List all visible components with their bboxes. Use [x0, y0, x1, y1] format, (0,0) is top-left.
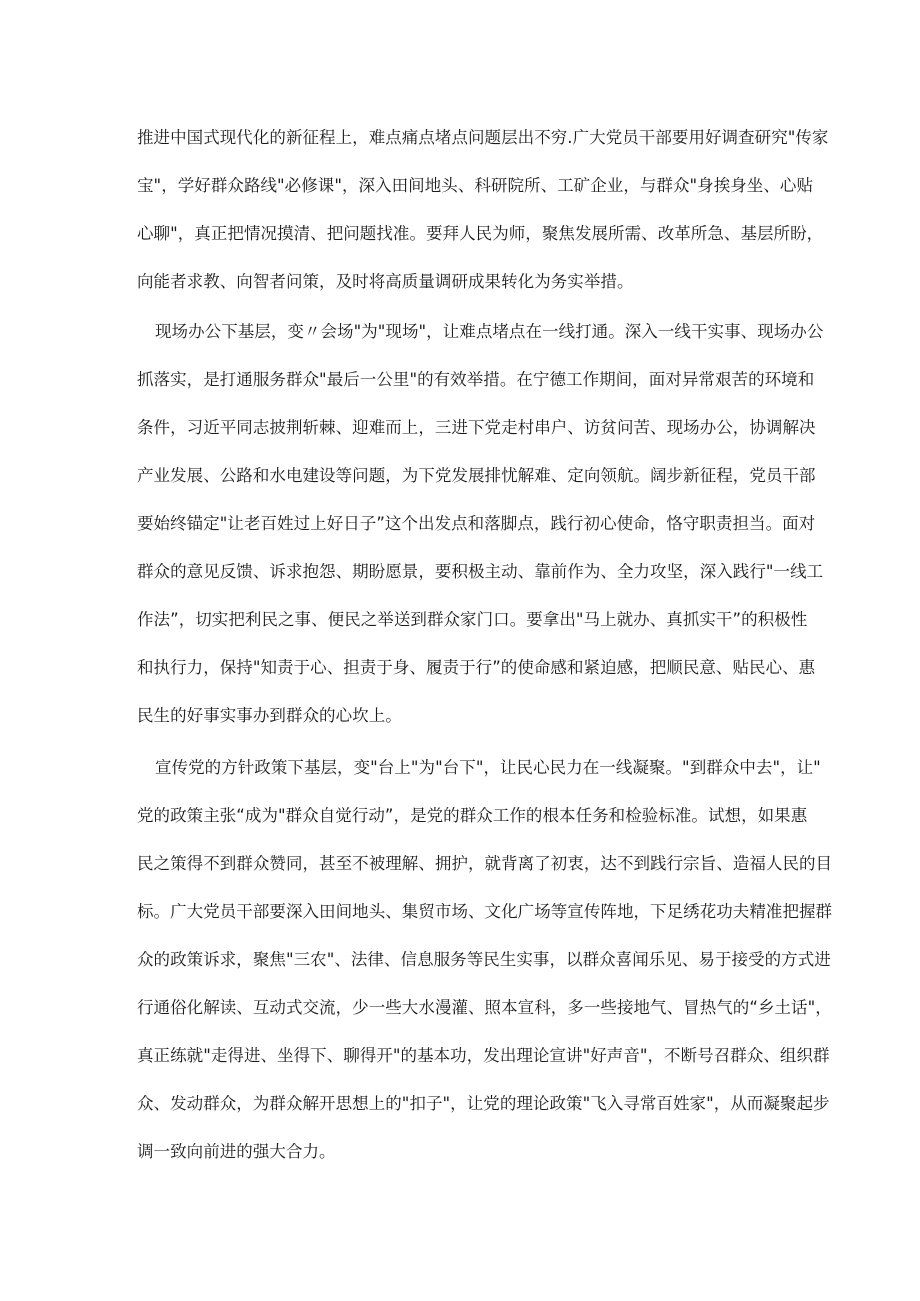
text-line: 众的政策诉求，聚焦"三农"、法律、信息服务等民生实事，以群众喜闻乐见、易于接受的方式进 [137, 950, 831, 969]
text-line: 真正练就"走得进、坐得下、聊得开"的基本功，发出理论宣讲"好声音"，不断号召群众、组织群 [137, 1046, 830, 1065]
text-line: 民之策得不到群众赞同，甚至不被理解、拥护，就背离了初衷，达不到践行宗旨、造福人民的目 [137, 854, 833, 873]
text-line: 作法”，切实把利民之事、便民之举送到群众家门口。要拿出"马上就办、真抓实干”的积极性 [137, 610, 808, 629]
text-line: 标。广大党员干部要深入田间地头、集贸市场、文化广场等宣传阵地，下足绣花功夫精准把握群 [137, 902, 833, 921]
text-line: 现场办公下基层，变〃会场"为"现场"，让难点堵点在一线打通。深入一线干实事、现场办公 [155, 322, 824, 341]
text-line: 向能者求教、向智者问策，及时将高质量调研成果转化为务实举措。 [137, 272, 634, 291]
text-line: 条件，习近平同志披荆斩棘、迎难而上，三进下党走村串户、访贫问苦、现场办公，协调解决 [137, 418, 816, 437]
text-line: 产业发展、公路和水电建设等问题，为下党发展排忧解难、定向领航。阔步新征程，党员干部 [137, 466, 816, 485]
text-line: 众、发动群众，为群众解开思想上的"扣子"，让党的理论政策"飞入寻常百姓家"，从而凝聚起步 [137, 1094, 830, 1113]
text-line: 要始终锚定"让老百姓过上好日子”这个出发点和落脚点，践行初心使命，恪守职责担当。面对 [137, 514, 816, 533]
text-line: 宝"，学好群众路线"必修课"，深入田间地头、科研院所、工矿企业，与群众"身挨身坐、心贴 [137, 176, 814, 195]
text-line: 和执行力，保持"知责于心、担责于身、履责于行”的使命感和紧迫感，把顺民意、贴民心、惠 [137, 658, 816, 677]
text-line: 党的政策主张“成为"群众自觉行动”，是党的群众工作的根本任务和检验标准。试想，如果惠 [137, 806, 808, 825]
text-line: 推进中国式现代化的新征程上，难点痛点堵点问题层出不穷.广大党员干部要用好调查研究"传家 [137, 128, 829, 147]
text-line: 心聊"，真正把情况摸清、把问题找准。要拜人民为师，聚焦发展所需、改革所急、基层所盼， [137, 224, 824, 243]
text-line: 宣传党的方针政策下基层，变"台上"为"台下"，让民心民力在一线凝聚。"到群众中去"，让" [155, 758, 821, 777]
text-line: 抓落实，是打通服务群众"最后一公里"的有效举措。在宁德工作期间，面对异常艰苦的环境和 [137, 370, 815, 389]
text-line: 调一致向前进的强大合力。 [137, 1142, 336, 1161]
text-line: 群众的意见反馈、诉求抱怨、期盼愿景，要积极主动、靠前作为、全力攻坚，深入践行"一线工 [137, 562, 824, 581]
text-line: 民生的好事实事办到群众的心坎上。 [137, 706, 402, 725]
text-line: 行通俗化解读、互动式交流，少一些大水漫灌、照本宣科，多一些接地气、冒热气的“乡土话"， [137, 998, 832, 1017]
